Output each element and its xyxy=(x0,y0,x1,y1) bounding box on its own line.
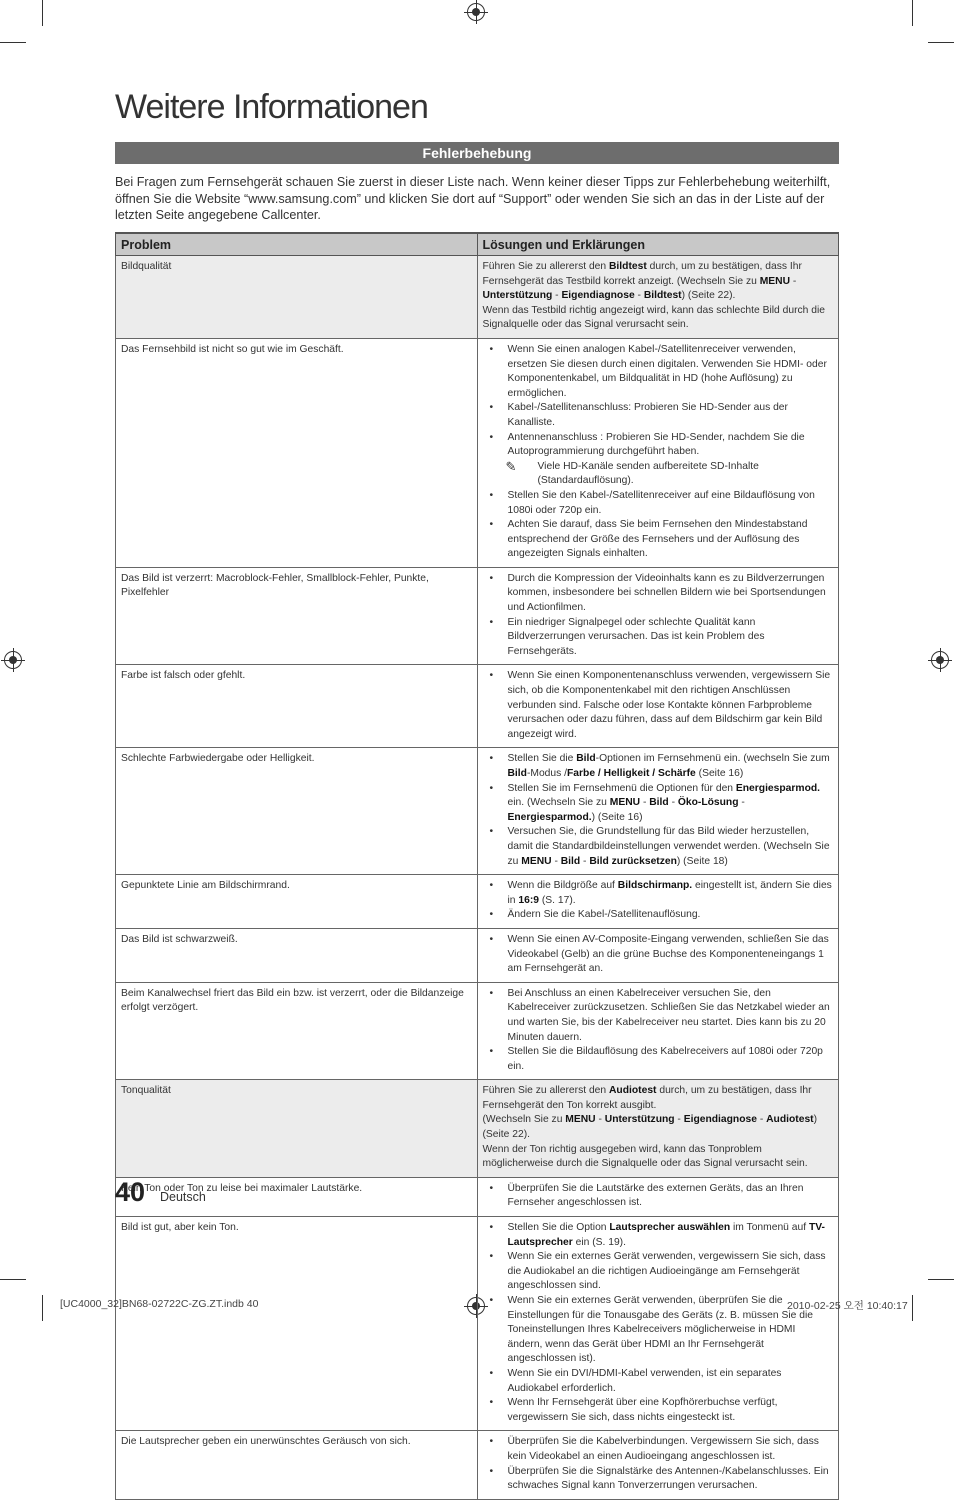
solution-item: • Kabel-/Satellitenanschluss: Probieren Sie HD-Sender aus der Kanalliste. xyxy=(508,401,834,430)
solution-item: • Wenn Sie ein externes Gerät verwenden, vergewissern Sie sich, dass die Audiokabel an die richtigen Audioeingänge am Fernsehgerät angeschlossen sind. xyxy=(508,1250,834,1294)
solution-item: • Wenn Sie ein DVI/HDMI-Kabel verwenden, ist ein separates Audiokabel erforderlich. xyxy=(508,1367,834,1396)
column-header-problem: Problem xyxy=(116,233,478,256)
crop-mark xyxy=(912,0,913,26)
solution-list xyxy=(483,1435,834,1493)
solution-item: • Überprüfen Sie die Kabelverbindungen. Vergewissern Sie sich, dass kein Videokabel an einen Audioeingang angeschlossen ist. xyxy=(508,1435,834,1464)
crop-mark xyxy=(928,1279,954,1280)
solution-list xyxy=(483,987,834,1075)
problem-cell: Farbe ist falsch oder gfehlt. xyxy=(116,665,478,748)
table-row xyxy=(116,1431,839,1499)
problem-cell: Das Bild ist verzerrt: Macroblock-Fehler, Smallblock-Fehler, Punkte, Pixelfehler xyxy=(116,567,478,665)
solution-list xyxy=(483,669,834,742)
solution-item: • Versuchen Sie, die Grundstellung für das Bild wieder herzustellen, damit die Standardbildeinstellungen verwendet werden. (Wechseln Sie zu MENU - Bild - Bild zurücksetzen) (Seite 18) xyxy=(508,825,834,869)
solution-cell: Führen Sie zu allererst den Bildtest durch, um zu bestätigen, dass Ihr Fernsehgerät das Testbild korrekt anzeigt. (Wechseln Sie zu MENU - Unterstützung - Eigendiagnose - Bildtest) (Seite 22). Wenn das Testbild richtig angezeigt wird, kann das schlechte Bild durch die Signalquelle oder das Signal verursacht sein. xyxy=(477,256,839,339)
table-row xyxy=(116,982,839,1080)
solution-item: • Stellen Sie die Option Lautsprecher auswählen im Tonmenü auf TV-Lautsprecher ein (S. 19). xyxy=(508,1221,834,1250)
solution-item: • Wenn Sie einen AV-Composite-Eingang verwenden, schließen Sie das Videokabel (Gelb) an die grüne Buchse des Komponenteneingangs 1 am Fernsehgerät an. xyxy=(508,933,834,977)
crop-mark xyxy=(0,1279,26,1280)
table-row xyxy=(116,567,839,665)
solution-item: • Überprüfen Sie die Lautstärke des externen Geräts, das an Ihren Fernseher angeschlossen ist. xyxy=(508,1182,834,1211)
problem-cell: Beim Kanalwechsel friert das Bild ein bzw. ist verzerrt, oder die Bildanzeige erfolgt verzögert. xyxy=(116,982,478,1080)
problem-cell: Das Bild ist schwarzweiß. xyxy=(116,928,478,982)
crop-mark xyxy=(912,1295,913,1321)
solution-item: • Achten Sie darauf, dass Sie beim Fernsehen den Mindestabstand entsprechend der Größe des Fernsehers und der Auflösung des angezeigten Signals einhalten. xyxy=(508,518,834,562)
solution-list xyxy=(483,1221,834,1425)
solution-item: • Ein niedriger Signalpegel oder schlechte Qualität kann Bildverzerrungen verursachen. Das ist kein Problem des Fernsehgeräts. xyxy=(508,616,834,660)
page-number: 40 xyxy=(115,1177,146,1207)
crop-mark xyxy=(42,1295,43,1321)
solution-cell xyxy=(477,338,839,567)
table-row xyxy=(116,665,839,748)
print-footer-timestamp: 2010-02-25 오전 10:40:17 xyxy=(787,1300,908,1312)
solution-item: • Wenn Sie einen analogen Kabel-/Satellitenreceiver verwenden, ersetzen Sie diesen durch einen digitalen. Verwenden Sie HDMI- oder Komponentenkabel, um Bildqualität in HD (hohe Auflösung) zu ermöglichen. xyxy=(508,343,834,401)
problem-cell: Bildqualität xyxy=(116,256,478,339)
crop-mark xyxy=(0,42,26,43)
solution-item: • Antennenanschluss : Probieren Sie HD-Sender, nachdem Sie die Autoprogrammierung durchgeführt haben. xyxy=(508,431,834,460)
solution-cell xyxy=(477,567,839,665)
solution-cell xyxy=(477,1217,839,1431)
registration-mark-icon xyxy=(4,651,22,669)
solution-list xyxy=(483,343,834,562)
table-row xyxy=(116,256,839,339)
table-row xyxy=(116,1217,839,1431)
section-header: Fehlerbehebung xyxy=(115,142,839,164)
solution-item: • Wenn die Bildgröße auf Bildschirmanp. eingestellt ist, ändern Sie dies in 16:9 (S. 17). xyxy=(508,879,834,908)
problem-cell: Schlechte Farbwiedergabe oder Helligkeit. xyxy=(116,748,478,875)
solution-list xyxy=(483,933,834,977)
table-row xyxy=(116,875,839,929)
crop-mark xyxy=(42,0,43,26)
problem-cell: Gepunktete Linie am Bildschirmrand. xyxy=(116,875,478,929)
solution-cell xyxy=(477,665,839,748)
solution-item: • Stellen Sie im Fernsehmenü die Optionen für den Energiesparmod. ein. (Wechseln Sie zu MENU - Bild - Öko-Lösung - Energiesparmod.) (Seite 16) xyxy=(508,782,834,826)
table-body xyxy=(116,256,839,1500)
solution-item: • Ändern Sie die Kabel-/Satellitenauflösung. xyxy=(508,908,834,923)
problem-cell: Bild ist gut, aber kein Ton. xyxy=(116,1217,478,1431)
intro-paragraph: Bei Fragen zum Fernsehgerät schauen Sie zuerst in dieser Liste nach. Wenn keiner dieser Tipps zur Fehlerbehebung weiterhilft, öffnen Sie die Website “www.samsung.com” und klicken Sie dort auf “Support” oder wenden Sie sich an das in der Liste auf der letzten Seite angegebene Callcenter. xyxy=(115,175,831,222)
solution-item: • Durch die Kompression der Videoinhalts kann es zu Bildverzerrungen kommen, insbesondere bei schnellen Bildern wie bei Sportsendungen und Actionfilmen. xyxy=(508,572,834,616)
solution-cell xyxy=(477,748,839,875)
solution-item: • Wenn Sie ein externes Gerät verwenden, überprüfen Sie die Einstellungen für die Tonausgabe des Geräts (z. B. müssen Sie die Toneinstellungen Ihres Kabelreceivers möglicherweise in HDMI ändern, wenn das Gerät über HDMI an Ihr Fernsehgerät angeschlossen ist). xyxy=(508,1294,834,1367)
solution-list xyxy=(483,752,834,869)
solution-cell xyxy=(477,1177,839,1216)
solution-cell xyxy=(477,875,839,929)
problem-cell: Das Fernsehbild ist nicht so gut wie im Geschäft. xyxy=(116,338,478,567)
crop-mark xyxy=(928,42,954,43)
solution-item: • Überprüfen Sie die Signalstärke des Antennen-/Kabelanschlusses. Ein schwaches Signal kann Tonverzerrungen verursachen. xyxy=(508,1465,834,1494)
solution-item: • Wenn Sie einen Komponentenanschluss verwenden, vergewissern Sie sich, ob die Komponentenkabel mit den richtigen Anschlüssen verbunden sind. Falsche oder lose Kontakte können Farbprobleme verursachen oder dazu führen, dass auf dem Bildschirm gar kein Bild angezeigt wird. xyxy=(508,669,834,742)
solution-item: • Wenn Ihr Fernsehgerät über eine Kopfhörerbuchse verfügt, vergewissern Sie sich, dass nichts eingesteckt ist. xyxy=(508,1396,834,1425)
solution-item: • Stellen Sie die Bildauflösung des Kabelreceivers auf 1080i oder 720p ein. xyxy=(508,1045,834,1074)
registration-mark-icon xyxy=(467,3,485,21)
solution-list xyxy=(483,1182,834,1211)
table-row xyxy=(116,1080,839,1178)
page-title: Weitere Informationen xyxy=(115,88,428,126)
solution-item: • Stellen Sie den Kabel-/Satellitenreceiver auf eine Bildauflösung von 1080i oder 720p ein. xyxy=(508,489,834,518)
solution-cell: Führen Sie zu allererst den Audiotest durch, um zu bestätigen, dass Ihr Fernsehgerät den Ton korrekt ausgibt. (Wechseln Sie zu MENU - Unterstützung - Eigendiagnose - Audiotest) (Seite 22). Wenn der Ton richtig ausgegeben wird, kann das Tonproblem möglicherweise durch die Signalquelle oder das Signal verursacht sein. xyxy=(477,1080,839,1178)
solution-cell xyxy=(477,1431,839,1499)
solution-list xyxy=(483,879,834,923)
column-header-solutions: Lösungen und Erklärungen xyxy=(477,233,839,256)
table-row xyxy=(116,1177,839,1216)
problem-cell: Die Lautsprecher geben ein unerwünschtes Geräusch von sich. xyxy=(116,1431,478,1499)
print-footer-file: [UC4000_32]BN68-02722C-ZG.ZT.indb 40 xyxy=(60,1298,259,1310)
solution-item: • Stellen Sie die Bild-Optionen im Fernsehmenü ein. (wechseln Sie zum Bild-Modus /Farbe / Helligkeit / Schärfe (Seite 16) xyxy=(508,752,834,781)
problem-cell: Tonqualität xyxy=(116,1080,478,1178)
solution-cell xyxy=(477,982,839,1080)
page-language: Deutsch xyxy=(160,1190,206,1204)
note-item: ✎ Viele HD-Kanäle senden aufbereitete SD-Inhalte (Standardauflösung). xyxy=(508,460,834,489)
table-row xyxy=(116,748,839,875)
table-row xyxy=(116,338,839,567)
solution-list xyxy=(483,572,834,660)
solution-item: • Bei Anschluss an einen Kabelreceiver versuchen Sie, den Kabelreceiver zurückzusetzen. Schließen Sie das Netzkabel wieder an und warten Sie, bis der Kabelreceiver neu startet. Dies kann bis zu 20 Minuten dauern. xyxy=(508,987,834,1045)
table-row xyxy=(116,928,839,982)
registration-mark-icon xyxy=(931,651,949,669)
problem-cell: Kein Ton oder Ton zu leise bei maximaler Lautstärke. xyxy=(116,1177,478,1216)
solution-cell xyxy=(477,928,839,982)
